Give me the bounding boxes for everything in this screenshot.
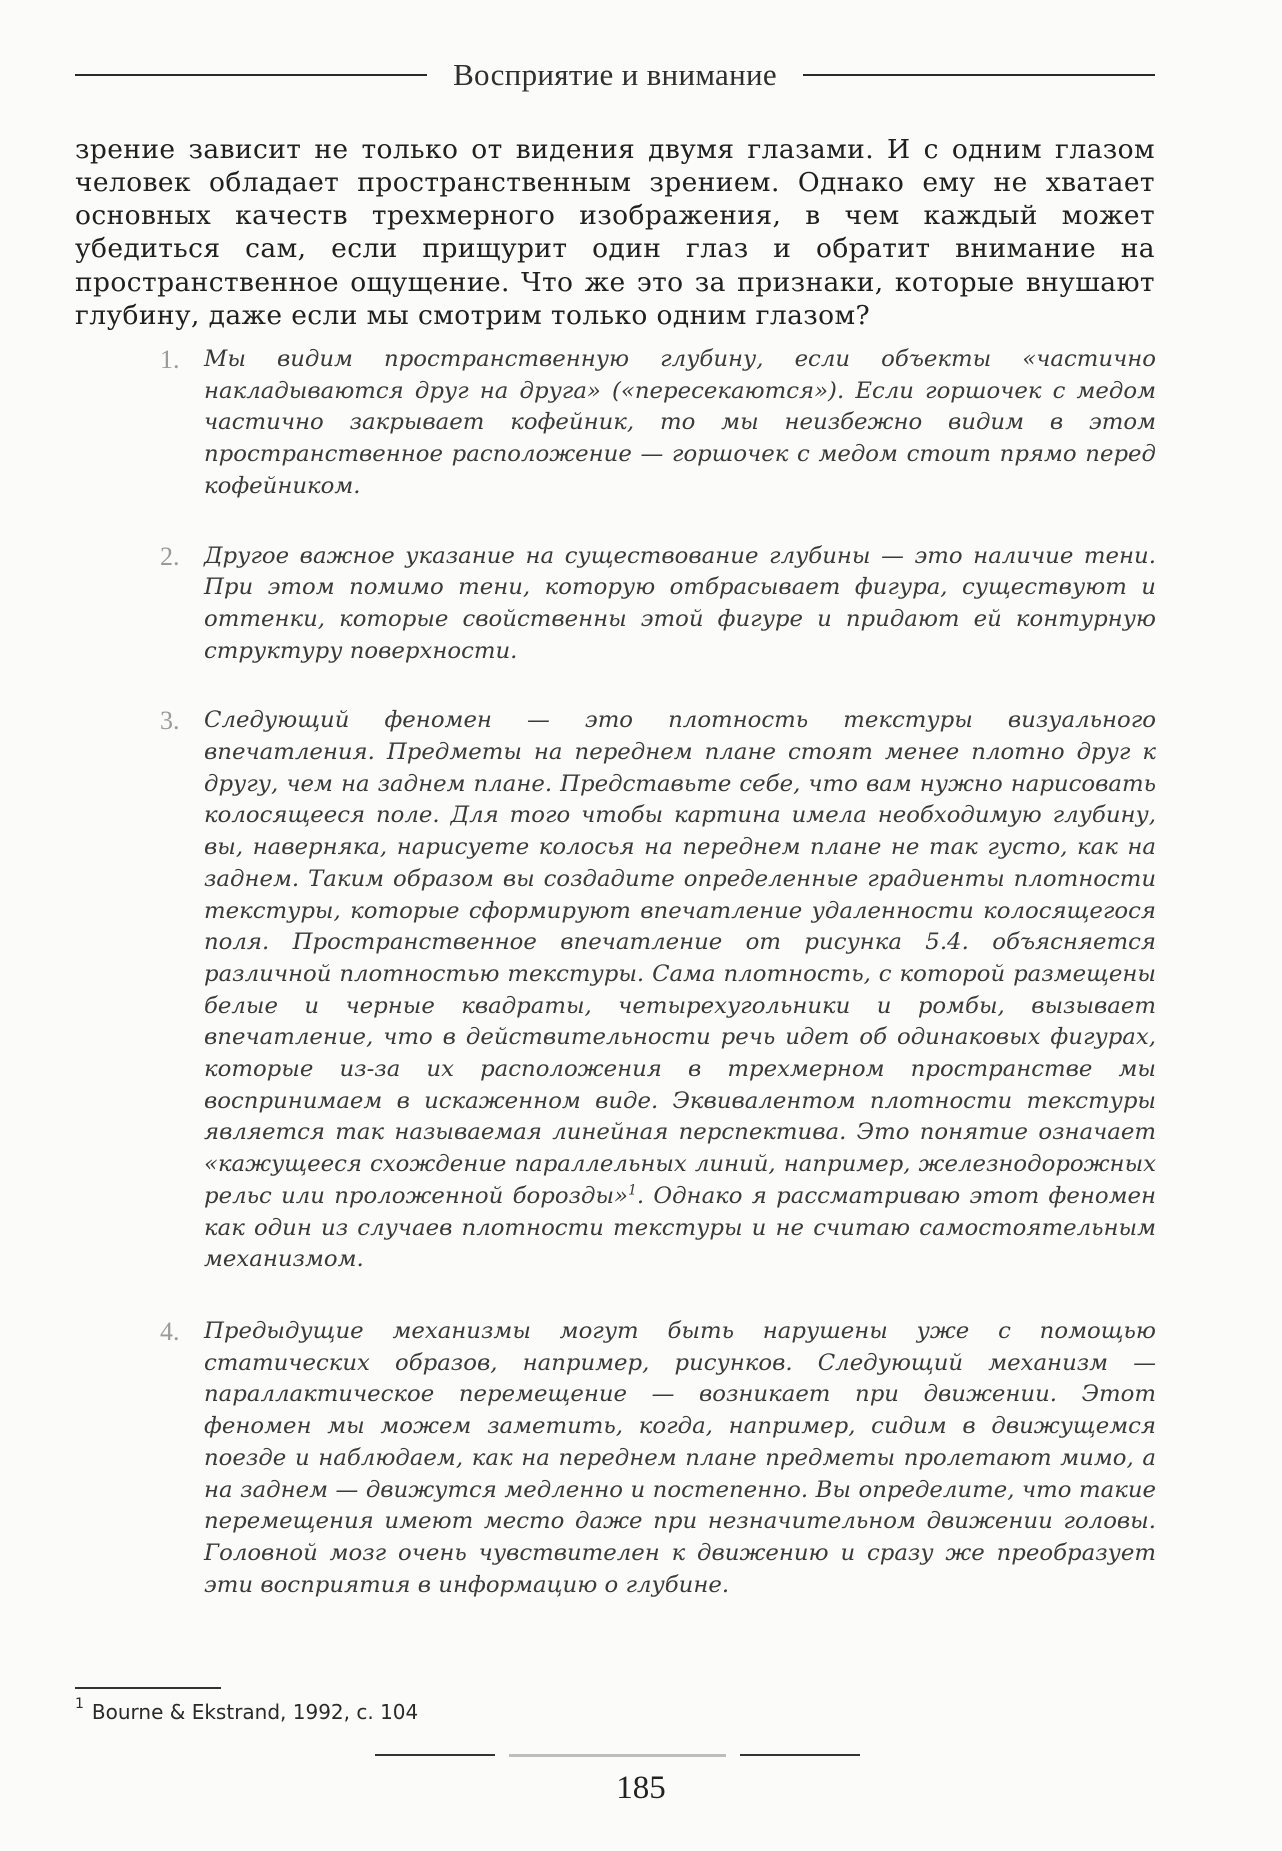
footer-rule-left xyxy=(375,1754,495,1756)
list-item-number: 3. xyxy=(160,706,180,736)
list-item xyxy=(160,705,1156,1276)
list-item-number: 1. xyxy=(160,345,180,374)
list-item-text: Другое важное указание на существование глубины — это наличие тени. При этом помимо тени, которую отбрасывает фигура, существуют и оттенки, которые свойственны этой фигуре и придают ей контурную структуру поверхности. xyxy=(204,542,1156,664)
list-item-number: 2. xyxy=(160,541,180,571)
depth-cues-list xyxy=(160,344,1156,1601)
header-rule-right xyxy=(803,74,1155,76)
footnote-text: Bourne & Ekstrand, 1992, с. 104 xyxy=(91,1700,419,1724)
footnote-divider xyxy=(75,1687,221,1689)
page-footer-ornament xyxy=(375,1740,860,1770)
list-item xyxy=(160,344,1156,503)
list-item-number: 4. xyxy=(160,1316,180,1346)
list-item xyxy=(160,1316,1156,1601)
footer-rule-right xyxy=(740,1754,860,1756)
intro-paragraph: зрение зависит не только от видения двумя глазами. И с одним глазом человек обладает пространственным зрением. Однако ему не хватает основных качеств трехмерного изображения, в чем каждый может убедиться сам, если прищурит один глаз и обратит внимание на пространственное ощущение. Что же это за признаки, которые внушают глубину, даже если мы смотрим только одним глазом? xyxy=(75,133,1155,331)
footnote-reference[interactable]: 1 xyxy=(627,1182,637,1199)
footnote xyxy=(75,1696,419,1724)
chapter-title: Восприятие и внимание xyxy=(453,57,777,92)
list-item-text xyxy=(204,705,1156,1276)
footnote-mark: 1 xyxy=(75,1696,84,1712)
page-number: 185 xyxy=(616,1770,666,1806)
list-item-text-part: Следующий феномен — это плотность текстуры визуального впечатления. Предметы на переднем плане стоят менее плотно друг к другу, чем на заднем плане. Представьте себе, что вам нужно нарисовать колосящееся поле. Для того чтобы картина имела необходимую глубину, вы, наверняка, нарисуете колосья на переднем плане не так густо, как на заднем. Таким образом вы создадите определенные градиенты плотности текстуры, которые сформируют впечатление удаленности колосящегося поля. Пространственное впечатление от рисунка 5.4. объясняется различной плотностью текстуры. Сама плотность, с которой размещены белые и черные квадраты, четырехугольники и ромбы, вызывает впечатление, что в действительности речь идет об одинаковых фигурах, которые из-за их расположения в трехмерном пространстве мы воспринимаем в искаженном виде. Эквивалентом плотности текстуры является так называемая линейная перспектива. Это понятие означает «кажущееся схождение параллельных линий, например, железнодорожных рельс или проложенной борозды» xyxy=(204,707,1156,1209)
list-item-text-part: . Однако я рассматриваю этот феномен как один из случаев плотности текстуры и не считаю самостоятельным механизмом. xyxy=(204,1182,1156,1273)
header-rule-left xyxy=(75,74,427,76)
list-item-text: Предыдущие механизмы могут быть нарушены уже с помощью статических образов, например, рисунков. Следующий механизм — параллактическое перемещение — возникает при движении. Этот феномен мы можем заметить, когда, например, сидим в движущемся поезде и наблюдаем, как на переднем плане предметы пролетают мимо, а на заднем — движутся медленно и постепенно. Вы определите, что такие перемещения имеют место даже при незначительном движении головы. Головной мозг очень чувствителен к движению и сразу же преобразует эти восприятия в информацию о глубине. xyxy=(204,1317,1156,1598)
footer-rule-center xyxy=(509,1754,726,1757)
list-item xyxy=(160,541,1156,668)
list-item-text: Мы видим пространственную глубину, если объекты «частично накладываются друг на друга» («пересекаются»). Если горшочек с медом частично закрывает кофейник, то мы неизбежно видим в этом пространственное расположение — горшочек с медом стоит прямо перед кофейником. xyxy=(204,346,1156,499)
running-header xyxy=(75,50,1155,100)
